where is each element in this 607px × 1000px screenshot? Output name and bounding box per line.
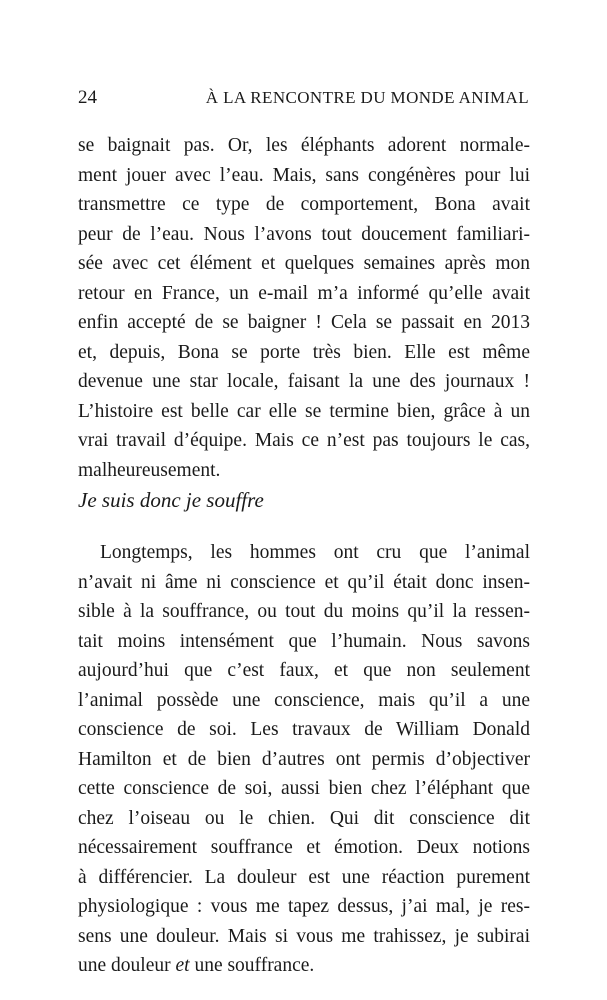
text-line: l’animal possède une conscience, mais qu’il a une [78,689,530,711]
text-line: conscience de soi. Les travaux de William Donald [78,719,530,740]
text-line: retour en France, un e-mail m’a informé qu’elle avait [78,282,530,304]
text-line: enfin accepté de se baigner ! Cela se passait en 2013 [78,312,530,333]
text-line-last [78,951,530,981]
text-line: n’avait ni âme ni conscience et qu’il était donc insen- [78,571,530,593]
text-line: à différencier. La douleur est une réaction purement [78,866,530,888]
text-line: sible à la souffrance, ou tout du moins qu’il la ressen- [78,601,530,622]
text-fragment: une douleur [78,955,176,976]
text-line: sée avec cet élément et quelques semaines après mon [78,253,530,274]
paragraph-1 [78,131,530,485]
text-line: chez l’oiseau ou le chien. Qui dit conscience dit [78,807,530,829]
text-line: peur de l’eau. Nous l’avons tout doucement familiari- [78,223,530,245]
text-line: Longtemps, les hommes ont cru que l’animal [100,542,530,563]
text-line: vrai travail d’équipe. Mais ce n’est pas toujours le cas, [78,430,530,451]
text-line: se baignait pas. Or, les éléphants adorent normale- [78,135,530,156]
text-line: aujourd’hui que c’est faux, et que non seulement [78,660,530,681]
text-line: malheureusement. [78,459,221,481]
text-line: transmettre ce type de comportement, Bona avait [78,194,530,215]
section-heading: Je suis donc je souffre [78,488,264,512]
paragraph-2 [78,538,530,981]
text-line: L’histoire est belle car elle se termine bien, grâce à un [78,400,530,422]
emphasis-text: et [175,955,190,976]
text-line: sens une douleur. Mais si vous me trahissez, je subirai [78,925,530,947]
text-line: ment jouer avec l’eau. Mais, sans congénères pour lui [78,164,530,186]
page-number: 24 [78,87,97,108]
text-line: physiologique : vous me tapez dessus, j’ai mal, je res- [78,896,530,917]
text-line: tait moins intensément que l’humain. Nous savons [78,630,530,652]
text-line: cette conscience de soi, aussi bien chez l’éléphant que [78,778,530,799]
text-line: devenue une star locale, faisant la une des journaux ! [78,371,530,392]
text-line: et, depuis, Bona se porte très bien. Elle est même [78,341,530,363]
running-title: À LA RENCONTRE DU MONDE ANIMAL [205,88,529,107]
text-fragment: une souffrance. [189,955,315,976]
text-line: nécessairement souffrance et émotion. Deux notions [78,837,530,858]
text-line: Hamilton et de bien d’autres ont permis d’objectiver [78,748,530,770]
